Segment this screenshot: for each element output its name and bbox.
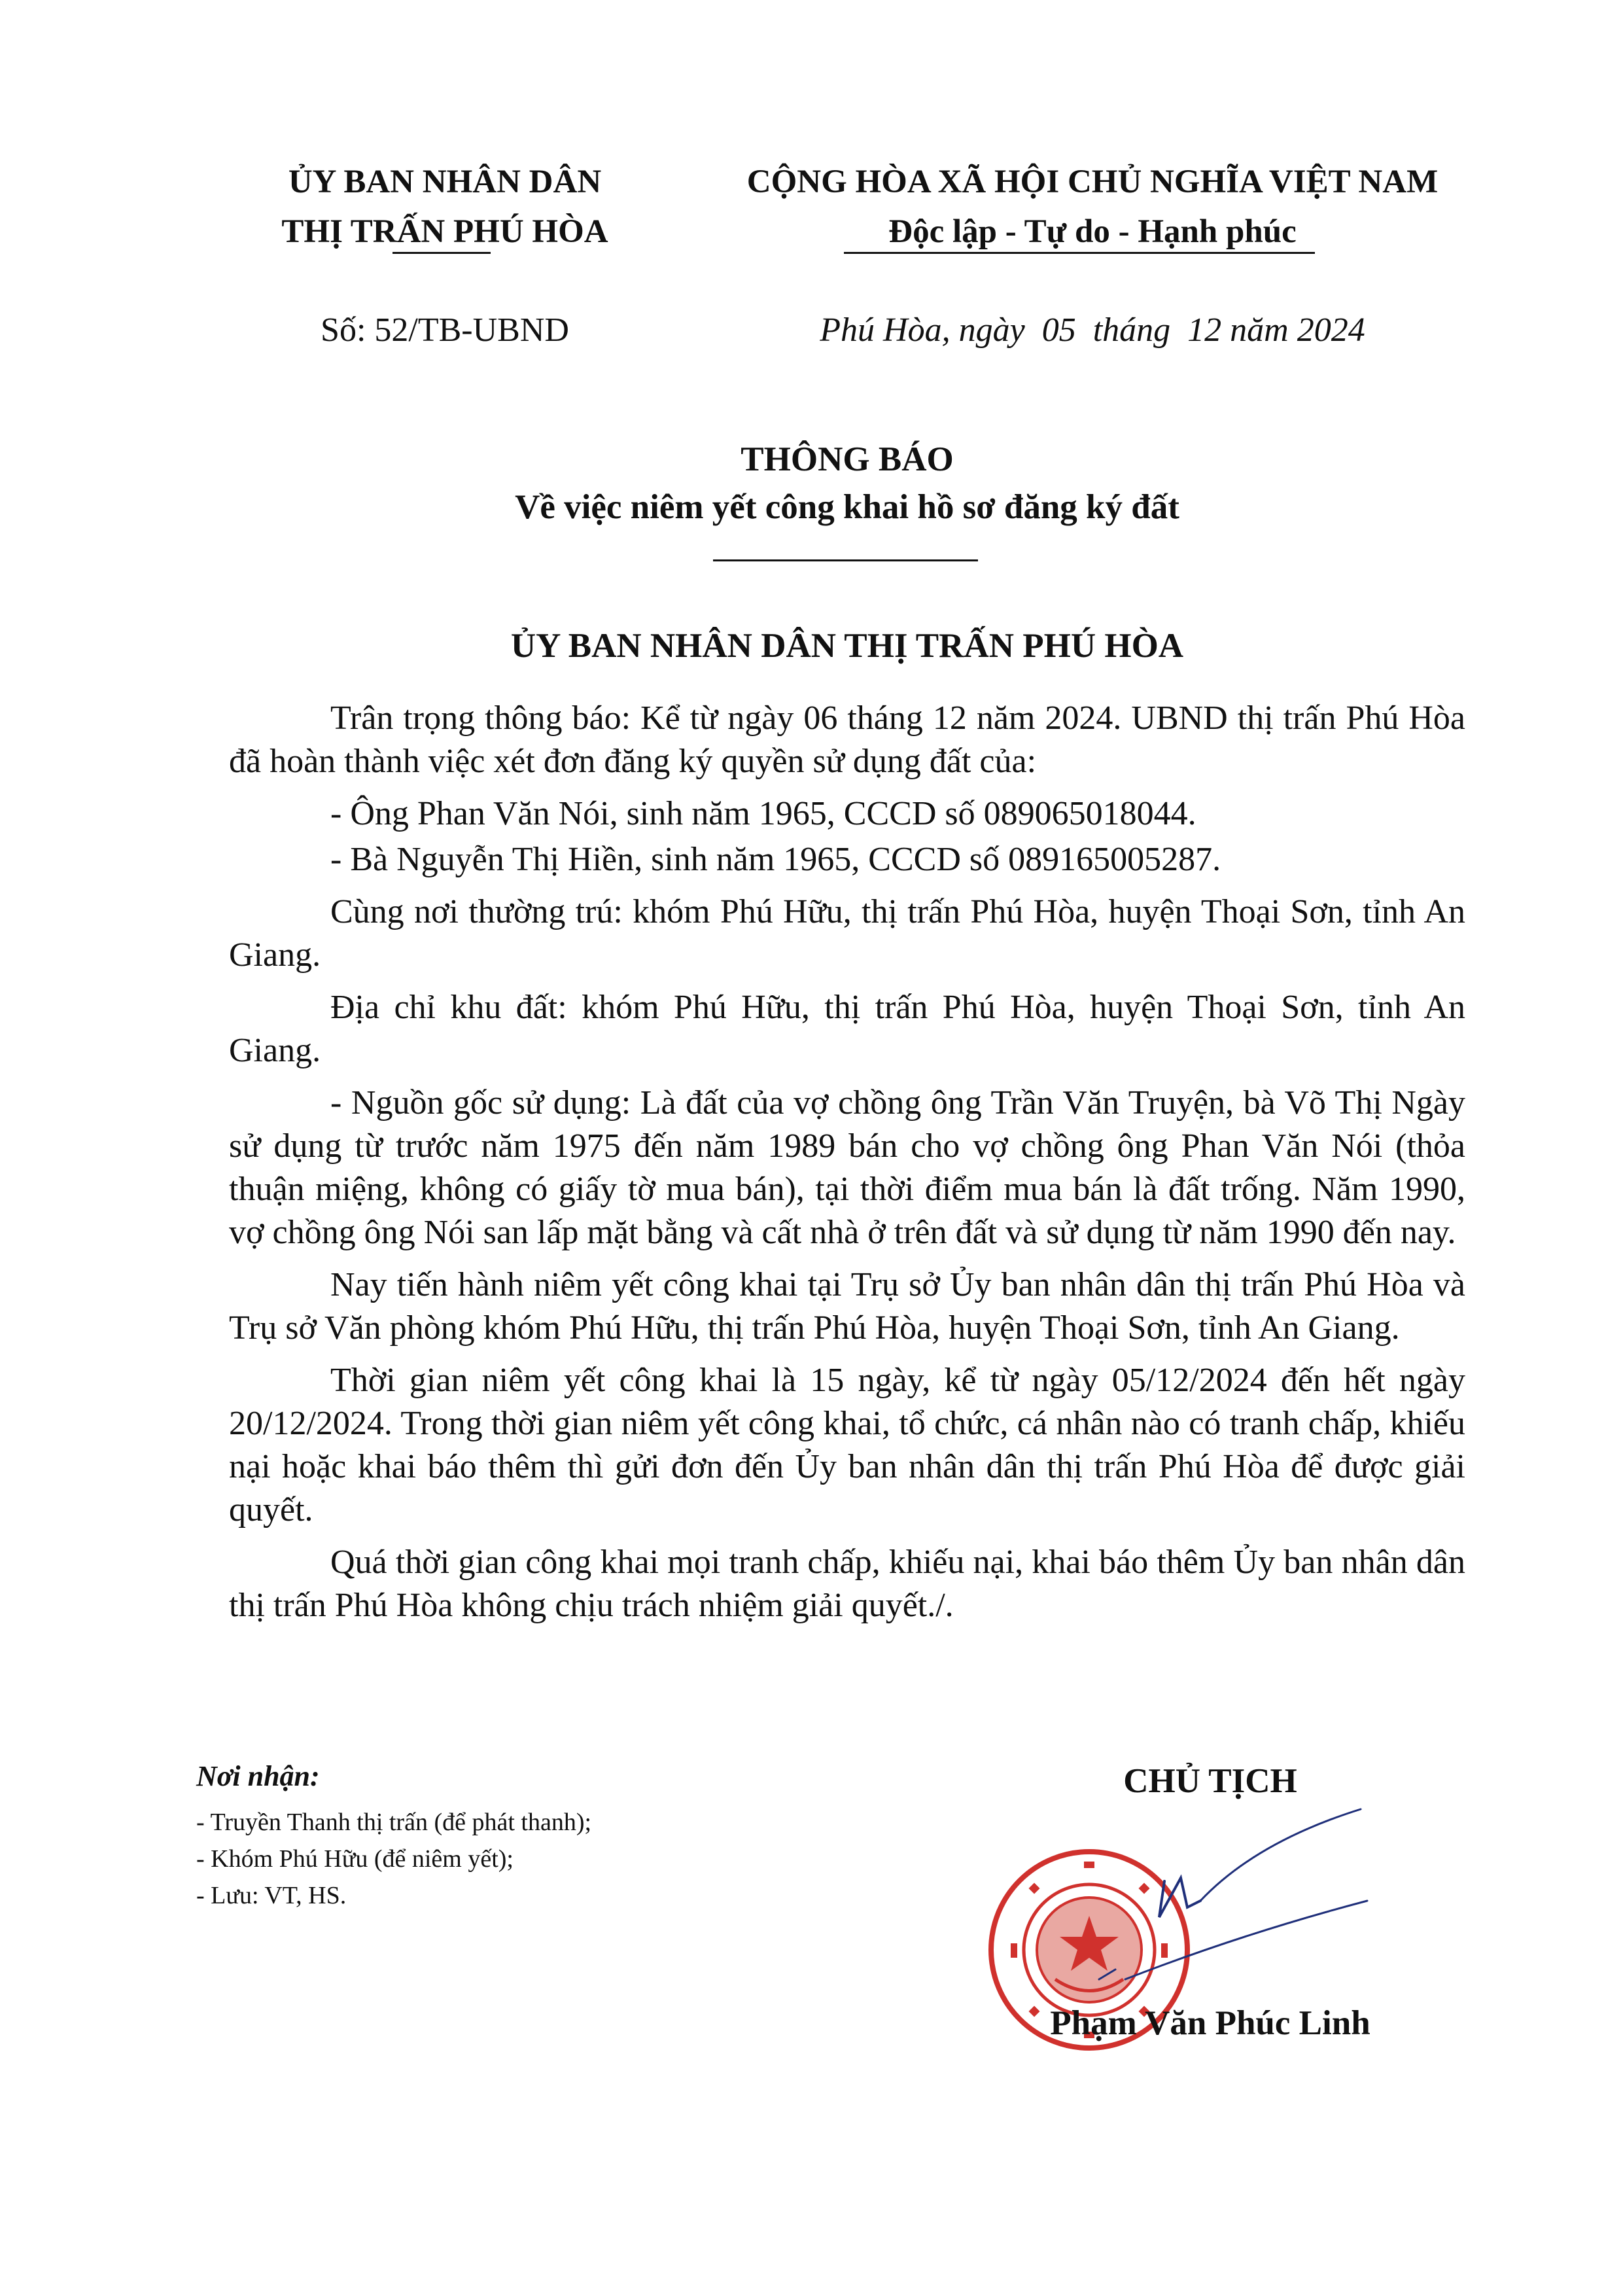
signer-position: CHỦ TỊCH — [1123, 1762, 1297, 1800]
issuer-heading: ỦY BAN NHÂN DÂN THỊ TRẤN PHÚ HÒA — [510, 627, 1184, 665]
nation-name: CỘNG HÒA XÃ HỘI CHỦ NGHĨA VIỆT NAM — [746, 164, 1439, 200]
signer-name: Phạm Văn Phúc Linh — [1050, 2004, 1370, 2042]
recipient-item: - Truyền Thanh thị trấn (để phát thanh); — [196, 1809, 592, 1836]
recipients-title: Nơi nhận: — [196, 1760, 320, 1792]
paragraph-residence: Cùng nơi thường trú: khóm Phú Hữu, thị trấn Phú Hòa, huyện Thoại Sơn, tỉnh An Giang. — [229, 893, 1465, 974]
paragraph-land-origin: - Nguồn gốc sử dụng: Là đất của vợ chồng ông Trần Văn Truyện, bà Võ Thị Ngày sử dụng từ trước năm 1975 đến năm 1989 bán cho vợ chồng ông Phan Văn Nói (thỏa thuận miệng, không có giấy tờ mua bán), tại thời điểm mua bán là đất trống. Năm 1990, vợ chồng ông Nói san lấp mặt bằng và cất nhà ở trên đất và sử dụng từ năm 1990 đến nay. — [229, 1084, 1465, 1251]
notice-body — [229, 697, 1465, 1636]
paragraph-person-2: - Bà Nguyễn Thị Hiền, sinh năm 1965, CCCD số 089165005287. — [330, 841, 1221, 878]
paragraph-intro: Trân trọng thông báo: Kể từ ngày 06 tháng 12 năm 2024. UBND thị trấn Phú Hòa đã hoàn thành việc xét đơn đăng ký quyền sử dụng đất của: — [229, 699, 1465, 780]
document-subject: Về việc niêm yết công khai hồ sơ đăng ký đất — [515, 488, 1179, 526]
paragraph-land-address: Địa chỉ khu đất: khóm Phú Hữu, thị trấn Phú Hòa, huyện Thoại Sơn, tỉnh An Giang. — [229, 989, 1465, 1069]
paragraph-disclaimer: Quá thời gian công khai mọi tranh chấp, khiếu nại, khai báo thêm Ủy ban nhân dân thị trấn Phú Hòa không chịu trách nhiệm giải quyết./. — [229, 1544, 1465, 1624]
title-underline — [713, 559, 978, 561]
agency-underline — [393, 252, 491, 254]
agency-name-line2: THỊ TRẤN PHÚ HÒA — [281, 213, 608, 250]
paragraph-posting-location: Nay tiến hành niêm yết công khai tại Trụ sở Ủy ban nhân dân thị trấn Phú Hòa và Trụ sở Văn phòng khóm Phú Hữu, thị trấn Phú Hòa, huyện Thoại Sơn, tỉnh An Giang. — [229, 1266, 1465, 1347]
agency-name-line1: ỦY BAN NHÂN DÂN — [288, 164, 602, 200]
recipient-item: - Khóm Phú Hữu (để niêm yết); — [196, 1845, 514, 1873]
signature-scribble-icon — [1086, 1803, 1400, 1999]
document-number: Số: 52/TB-UBND — [321, 311, 569, 349]
motto-underline — [844, 252, 1315, 254]
recipient-item: - Lưu: VT, HS. — [196, 1882, 347, 1909]
paragraph-person-1: - Ông Phan Văn Nói, sinh năm 1965, CCCD số 089065018044. — [330, 795, 1196, 832]
place-and-date: Phú Hòa, ngày 05 tháng 12 năm 2024 — [820, 311, 1365, 349]
nation-motto: Độc lập - Tự do - Hạnh phúc — [888, 213, 1297, 250]
document-title: THÔNG BÁO — [741, 440, 954, 478]
recipients-block — [196, 1757, 785, 1914]
paragraph-posting-period: Thời gian niêm yết công khai là 15 ngày, kể từ ngày 05/12/2024 đến hết ngày 20/12/2024. Trong thời gian niêm yết công khai, tổ chức, cá nhân nào có tranh chấp, khiếu nại hoặc khai báo thêm thì gửi đơn đến Ủy ban nhân dân thị trấn Phú Hòa để được giải quyết. — [229, 1362, 1465, 1528]
